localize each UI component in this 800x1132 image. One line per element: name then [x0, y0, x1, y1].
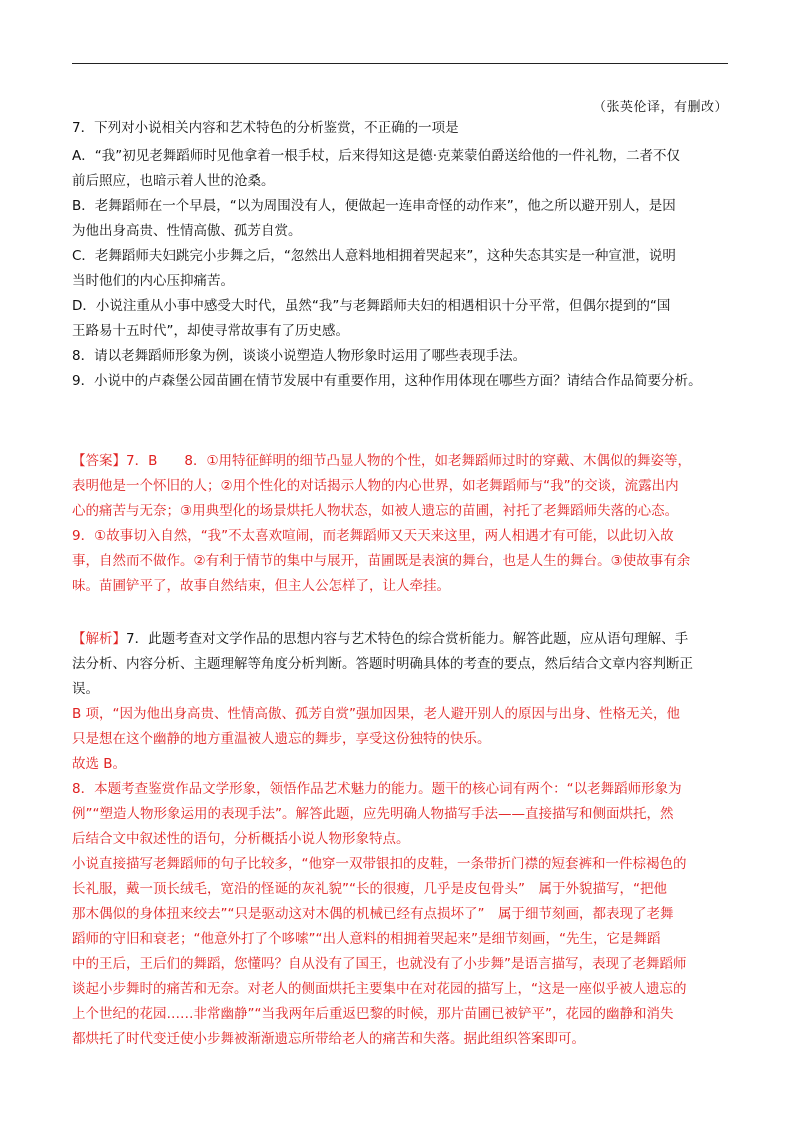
option-d-line-2: 王路易十五时代”，却使寻常故事有了历史感。	[72, 323, 349, 339]
analysis-line-2: 法分析、内容分析、主题理解等角度分析判断。答题时明确具体的考查的要点，然后结合文章内容判断正	[72, 656, 693, 672]
answer-line-2: 表明他是一个怀旧的人；②用个性化的对话揭示人物的内心世界，如老舞蹈师与“我”的交谈，流露出内	[72, 478, 679, 494]
answer-line-5: 事，自然而不做作。②有利于情节的集中与展开，苗圃既是表演的舞台，也是人生的舞台。③使故事有余	[72, 553, 691, 569]
analysis-line-8: 例”“塑造人物形象运用的表现手法”。解答此题，应先明确人物描写手法——直接描写和侧面烘托，然	[72, 806, 674, 822]
analysis-line-15: 谈起小步舞时的痛苦和无奈。对老人的侧面烘托主要集中在对花园的描写上，“这是一座似乎被人遗忘的	[72, 981, 687, 997]
header-rule	[72, 63, 728, 64]
answer-line-6: 味。苗圃铲平了，故事自然结束，但主人公怎样了，让人牵挂。	[72, 578, 450, 594]
option-d-line-1: D．小说注重从小事中感受大时代，虽然“我”与老舞蹈师夫妇的相遇相识十分平常，但偶尔提到的“国	[72, 298, 671, 314]
answer-line-4: 9．①故事切入自然，“我”不太喜欢喧闹，而老舞蹈师又天天来这里，两人相遇才有可能，以此切入故	[72, 528, 674, 544]
analysis-line-14: 中的王后，王后们的舞蹈，您懂吗？自从没有了国王，也就没有了小步舞”是语言描写，表现了老舞蹈师	[72, 956, 687, 972]
analysis-line-5: 只是想在这个幽静的地方重温被人遗忘的舞步，享受这份独特的快乐。	[72, 731, 491, 747]
analysis-line-16: 上个世纪的花园……非常幽静”“当我两年后重返巴黎的时候，那片苗圃已被铲平”，花园的幽静和消失	[72, 1006, 674, 1022]
analysis-line-1	[72, 629, 688, 649]
analysis-line-12: 那木偶似的身体扭来绞去”“只是驱动这对木偶的机械已经有点损坏了” 属于细节刻画，都表现了老舞	[72, 906, 674, 922]
analysis-text-1: 7．此题考查对文学作品的思想内容与艺术特色的综合赏析能力。解答此题，应从语句理解、手	[126, 631, 689, 647]
option-a-line-2: 前后照应，也暗示着人世的沧桑。	[72, 173, 275, 189]
analysis-line-17: 都烘托了时代变迁使小步舞被渐渐遗忘所带给老人的痛苦和失落。据此组织答案即可。	[72, 1031, 585, 1047]
analysis-line-6: 故选 B。	[72, 756, 127, 772]
source-attribution: （张英伦译，有删改）	[592, 100, 728, 115]
answer-text-1: 7．B 8．①用特征鲜明的细节凸显人物的个性，如老舞蹈师过时的穿戴、木偶似的舞姿等，	[126, 453, 692, 469]
option-c-line-2: 当时他们的内心压抑痛苦。	[72, 273, 234, 289]
analysis-line-7: 8．本题考查鉴赏作品文学形象，领悟作品艺术魅力的能力。题干的核心词有两个：“以老舞蹈师形象为	[72, 781, 682, 797]
analysis-line-9: 后结合文中叙述性的语句，分析概括小说人物形象特点。	[72, 831, 410, 847]
answer-line-1	[72, 451, 691, 471]
analysis-tag: 【解析】	[72, 631, 126, 647]
analysis-line-13: 蹈师的守旧和衰老；“他意外打了个哆嗦”“出人意料的相拥着哭起来”是细节刻画，“先生，它是舞蹈	[72, 931, 661, 947]
option-b-line-1: B．老舞蹈师在一个早晨，“以为周围没有人，便做起一连串奇怪的动作来”，他之所以避开别人，是因	[72, 198, 676, 214]
analysis-line-4: B 项，“因为他出身高贵、性情高傲、孤芳自赏”强加因果，老人避开别人的原因与出身、性格无关，他	[72, 706, 681, 722]
option-a-line-1: A．“我”初见老舞蹈师时见他拿着一根手杖，后来得知这是德·克莱蒙伯爵送给他的一件礼物，二者不仅	[72, 148, 681, 164]
analysis-line-3: 误。	[72, 681, 99, 697]
question-8: 8．请以老舞蹈师形象为例，谈谈小说塑造人物形象时运用了哪些表现手法。	[72, 348, 527, 364]
answer-tag: 【答案】	[72, 453, 126, 469]
answer-line-3: 心的痛苦与无奈；③用典型化的场景烘托人物状态，如被人遗忘的苗圃，衬托了老舞蹈师失落的心态。	[72, 503, 679, 519]
analysis-line-10: 小说直接描写老舞蹈师的句子比较多，“他穿一双带银扣的皮鞋，一条带折门襟的短套裤和一件棕褐色的	[72, 856, 687, 872]
option-c-line-1: C．老舞蹈师夫妇跳完小步舞之后，“忽然出人意料地相拥着哭起来”，这种失态其实是一种宣泄，说明	[72, 248, 676, 264]
question-7-stem: 7．下列对小说相关内容和艺术特色的分析鉴赏，不正确的一项是	[72, 120, 459, 136]
analysis-line-11: 长礼服，戴一顶长绒毛，宽沿的怪诞的灰礼貌”“长的很瘦，几乎是皮包骨头” 属于外貌描写，“把他	[72, 881, 667, 897]
option-b-line-2: 为他出身高贵、性情高傲、孤芳自赏。	[72, 223, 302, 239]
question-9: 9．小说中的卢森堡公园苗圃在情节发展中有重要作用，这种作用体现在哪些方面？请结合作品简要分析。	[72, 373, 702, 389]
